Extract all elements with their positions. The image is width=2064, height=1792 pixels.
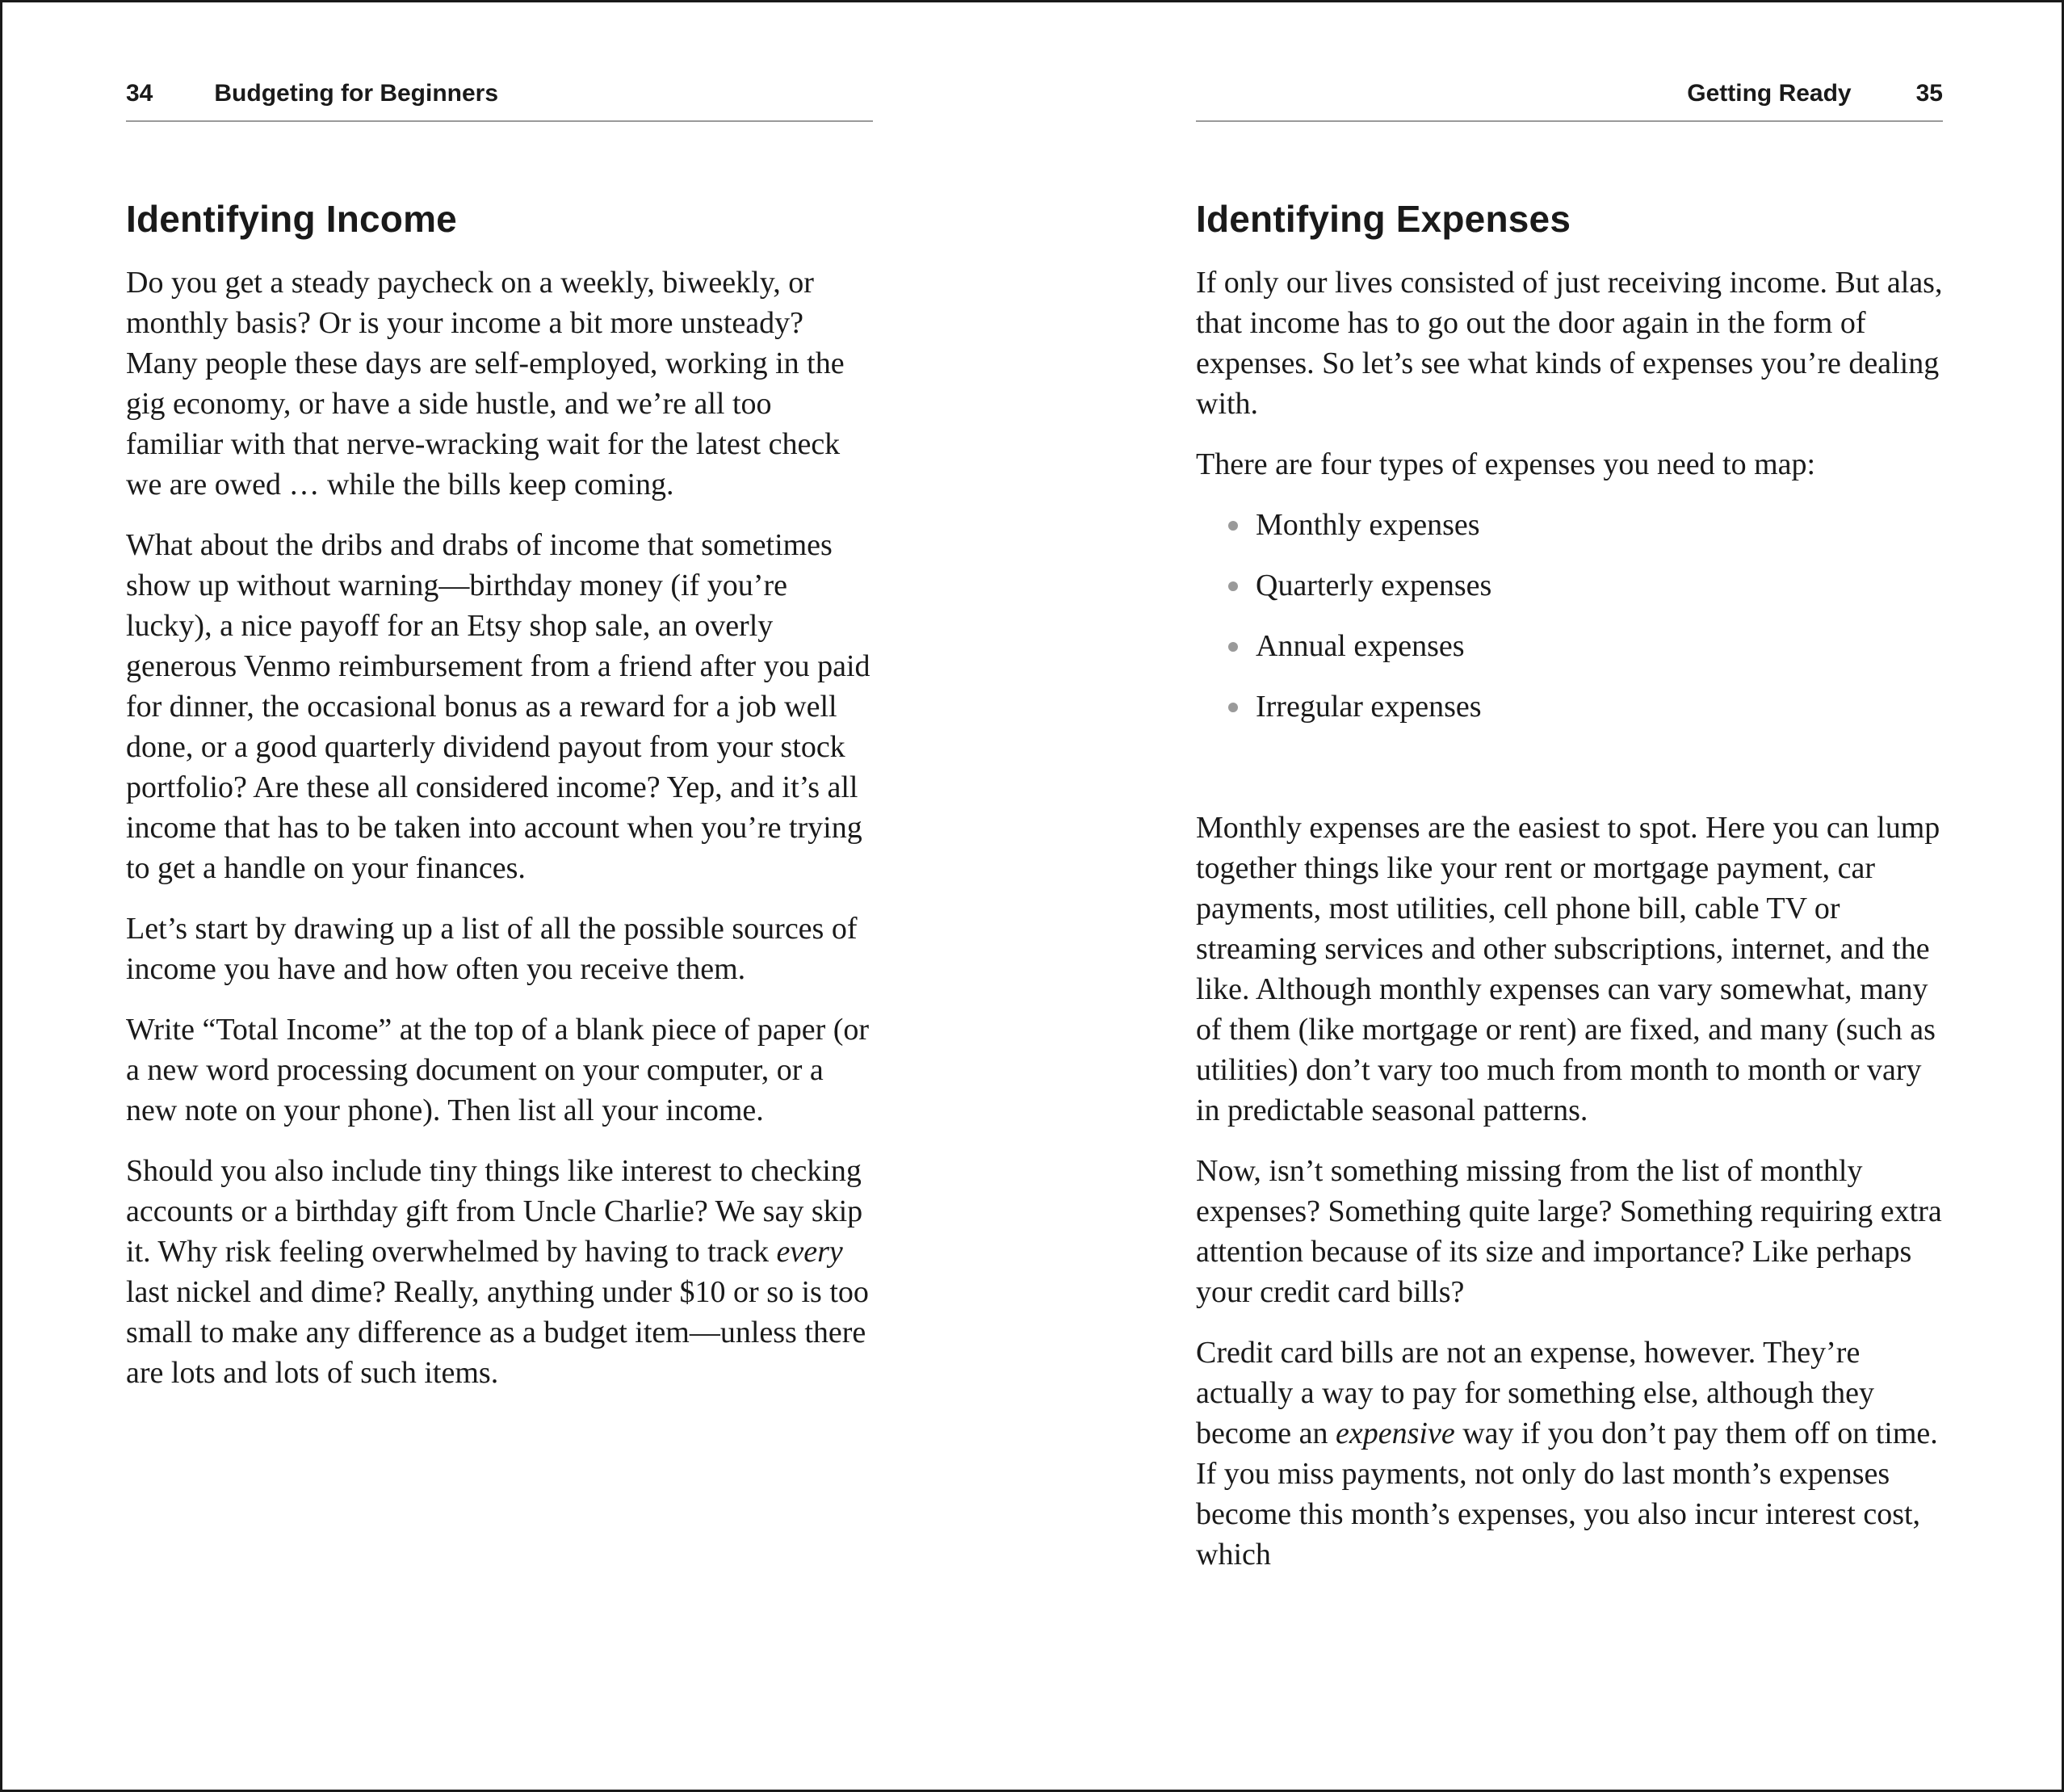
- emphasis-text: every: [776, 1235, 843, 1269]
- section-spacer: [1196, 747, 1943, 808]
- paragraph-text: Should you also include tiny things like interest to checking accounts or a birthday gift from Uncle Charlie? We say skip it. Why risk feeling overwhelmed by having to track: [126, 1154, 863, 1269]
- running-title: Getting Ready: [1687, 80, 1852, 107]
- list-item-label: Annual expenses: [1256, 629, 1465, 663]
- paragraph: Write “Total Income” at the top of a blank piece of paper (or a new word processing document on your computer, or a new note on your phone). Then list all your income.: [126, 1013, 870, 1127]
- expense-types-list: [1196, 505, 1943, 727]
- body-text: [126, 262, 873, 1393]
- paragraph-text: last nickel and dime? Really, anything under $10 or so is too small to make any difference as a budget item—unless there are lots and lots of such items.: [126, 1275, 869, 1390]
- paragraph: There are four types of expenses you need to map:: [1196, 447, 1816, 481]
- list-item-label: Monthly expenses: [1256, 508, 1480, 542]
- bullet-icon: [1228, 703, 1238, 712]
- paragraph: [126, 1151, 873, 1393]
- running-head: [1196, 75, 1943, 122]
- bullet-icon: [1228, 581, 1238, 591]
- paragraph: Do you get a steady paycheck on a weekly, biweekly, or monthly basis? Or is your income a bit more unsteady? Many people these days are self-employed, working in the gig economy, or have a side hustle, and we’re all too familiar with that nerve-wracking wait for the latest check we are owed … while the bills keep coming.: [126, 266, 845, 502]
- running-title: Budgeting for Beginners: [214, 80, 499, 107]
- section-title: Identifying Expenses: [1196, 198, 1571, 240]
- list-item: [1196, 626, 1943, 666]
- paragraph: Monthly expenses are the easiest to spot. Here you can lump together things like your rent or mortgage payment, car payments, most utilities, cell phone bill, cable TV or streaming services and other subscriptions, internet, and the like. Although monthly expenses can vary somewhat, many of them (like mortgage or rent) are fixed, and many (such as utilities) don’t vary too much from month to month or vary in predictable seasonal patterns.: [1196, 811, 1940, 1127]
- bullet-icon: [1228, 642, 1238, 652]
- paragraph: Now, isn’t something missing from the list of monthly expenses? Something quite large? Something requiring extra attention because of its size and importance? Like perhaps your credit card bills?: [1196, 1154, 1942, 1309]
- bullet-icon: [1228, 521, 1238, 531]
- emphasis-text: expensive: [1336, 1416, 1455, 1450]
- page-number: 35: [1915, 80, 1943, 107]
- paragraph-text: Credit card bills are not an expense, however. They’re actually a way to pay for something else, although they become an: [1196, 1336, 1874, 1450]
- list-item: [1196, 505, 1943, 545]
- page-number: 34: [126, 80, 153, 107]
- paragraph: Let’s start by drawing up a list of all the possible sources of income you have and how often you receive them.: [126, 912, 858, 986]
- section-title: Identifying Income: [126, 198, 457, 240]
- paragraph-text: way if you don’t pay them off on time. If you miss payments, not only do last month’s expenses become this month’s expenses, you also incur interest cost, which: [1196, 1416, 1938, 1572]
- paragraph: [1196, 1332, 1943, 1575]
- list-item-label: Irregular expenses: [1256, 690, 1482, 724]
- paragraph: What about the dribs and drabs of income that sometimes show up without warning—birthday money (if you’re lucky), a nice payoff for an Etsy shop sale, an overly generous Venmo reimbursement from a friend after you paid for dinner, the occasional bonus as a reward for a job well done, or a good quarterly dividend payout from your stock portfolio? Are these all considered income? Yep, and it’s all income that has to be taken into account when you’re trying to get a handle on your finances.: [126, 528, 870, 885]
- list-item-label: Quarterly expenses: [1256, 569, 1492, 602]
- paragraph: If only our lives consisted of just receiving income. But alas, that income has to go out the door again in the form of expenses. So let’s see what kinds of expenses you’re dealing with.: [1196, 266, 1943, 421]
- body-text: [1196, 262, 1943, 1575]
- list-item: [1196, 686, 1943, 727]
- list-item: [1196, 565, 1943, 606]
- running-head: [126, 75, 873, 122]
